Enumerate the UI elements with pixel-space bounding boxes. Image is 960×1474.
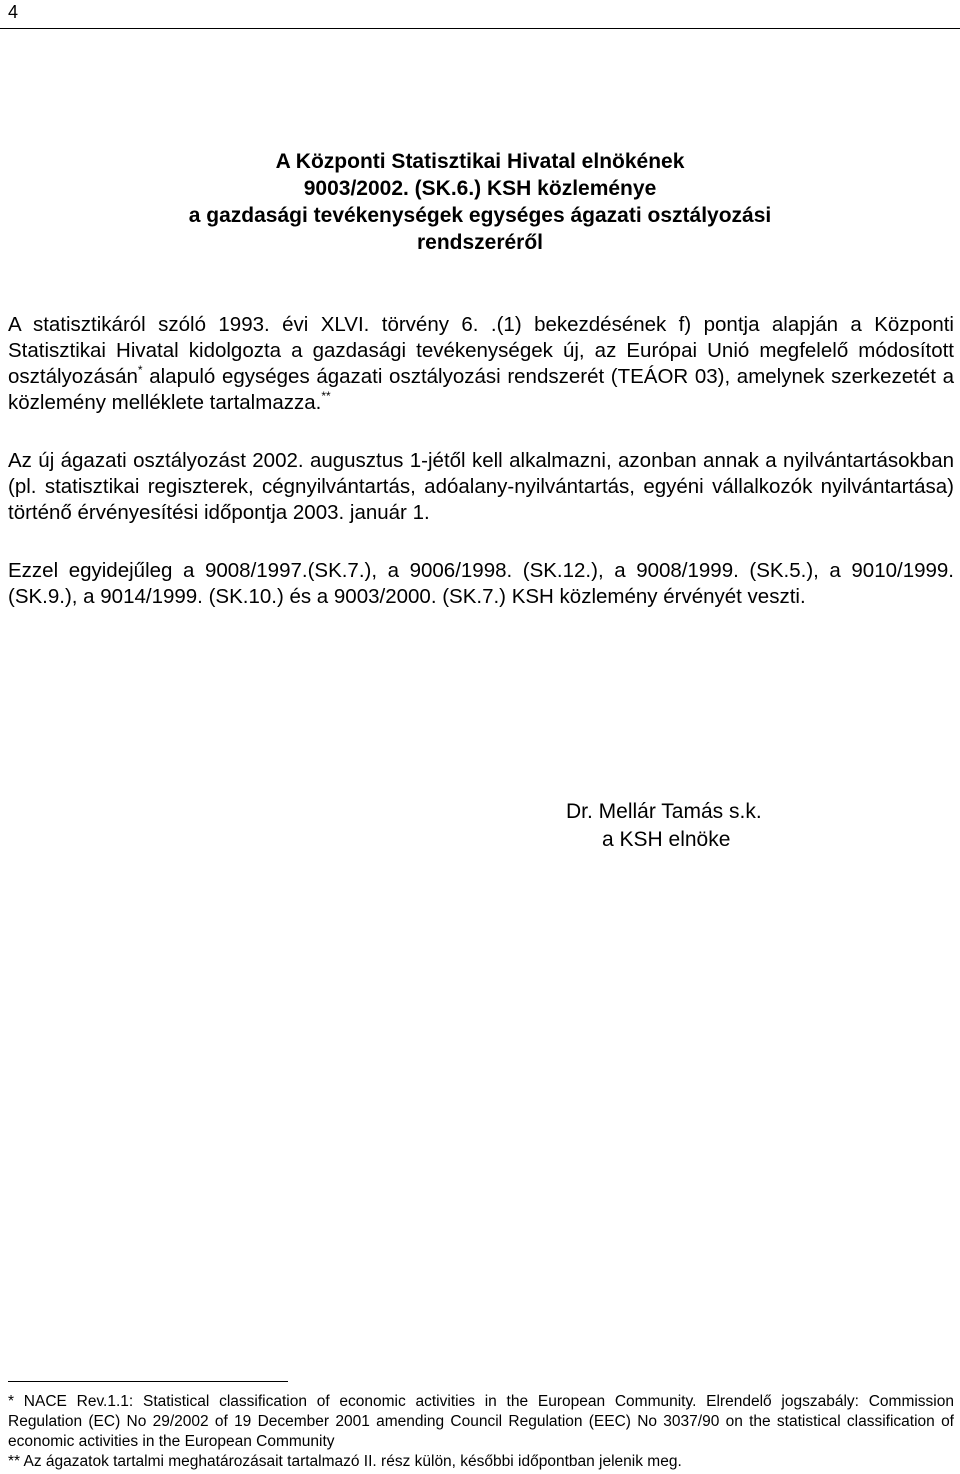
paragraph-effective-date: Az új ágazati osztályozást 2002. augusztus 1-jétől kell alkalmazni, azonban annak a nyilvántartásokban (pl. statisztikai regiszterek, cégnyilvántartás, adóalany-nyilvántartás, egyéni vállalkozók nyilvántartása) történő érvényesítési időpontja 2003. január 1.	[8, 449, 954, 524]
paragraph-1-part-2: alapuló egységes ágazati osztályozási rendszerét (TEÁOR 03), amelynek szerkezetét a közlemény melléklete tartalmazza.	[8, 365, 954, 414]
footnote-rule	[8, 1381, 288, 1382]
footnotes	[8, 1392, 954, 1472]
signature-block	[566, 798, 762, 854]
title-line-3: a gazdasági tevékenységek egységes ágazati osztályozási	[188, 204, 772, 227]
document-title	[0, 148, 960, 256]
paragraph-legal-basis	[8, 312, 954, 416]
page-number: 4	[8, 2, 19, 22]
signatory-name: Dr. Mellár Tamás s.k.	[566, 800, 762, 823]
title-line-1: A Központi Statisztikai Hivatal elnökének	[275, 150, 685, 173]
title-line-2: 9003/2002. (SK.6.) KSH közleménye	[303, 177, 657, 200]
signatory-title: a KSH elnöke	[602, 828, 731, 851]
footnote-mark-1: *	[137, 363, 143, 377]
footnote-mark-2: **	[321, 389, 331, 403]
paragraph-1-part-1: A statisztikáról szóló 1993. évi XLVI. törvény 6. .(1) bekezdésének f) pontja alapján a Központi Statisztikai Hivatal kidolgozta a gazdasági tevékenységek új, az Európai Unió megfelelő módosított osztályozásán	[8, 313, 954, 388]
footnote-2: ** Az ágazatok tartalmi meghatározásait tartalmazó II. rész külön, későbbi időpontban jelenik meg.	[8, 1453, 682, 1470]
footnote-1: * NACE Rev.1.1: Statistical classification of economic activities in the European Community. Elrendelő jogszabály: Commission Regulation (EC) No 29/2002 of 19 December 2001 amending Council Regulation (EEC) No 3037/90 on the statistical classification of economic activities in the European Community	[8, 1393, 954, 1450]
title-line-4: rendszeréről	[416, 231, 544, 254]
paragraph-repeal: Ezzel egyidejűleg a 9008/1997.(SK.7.), a 9006/1998. (SK.12.), a 9008/1999. (SK.5.), a 9010/1999. (SK.9.), a 9014/1999. (SK.10.) és a 9003/2000. (SK.7.) KSH közlemény érvényét veszti.	[8, 559, 954, 608]
header-rule	[0, 28, 960, 29]
